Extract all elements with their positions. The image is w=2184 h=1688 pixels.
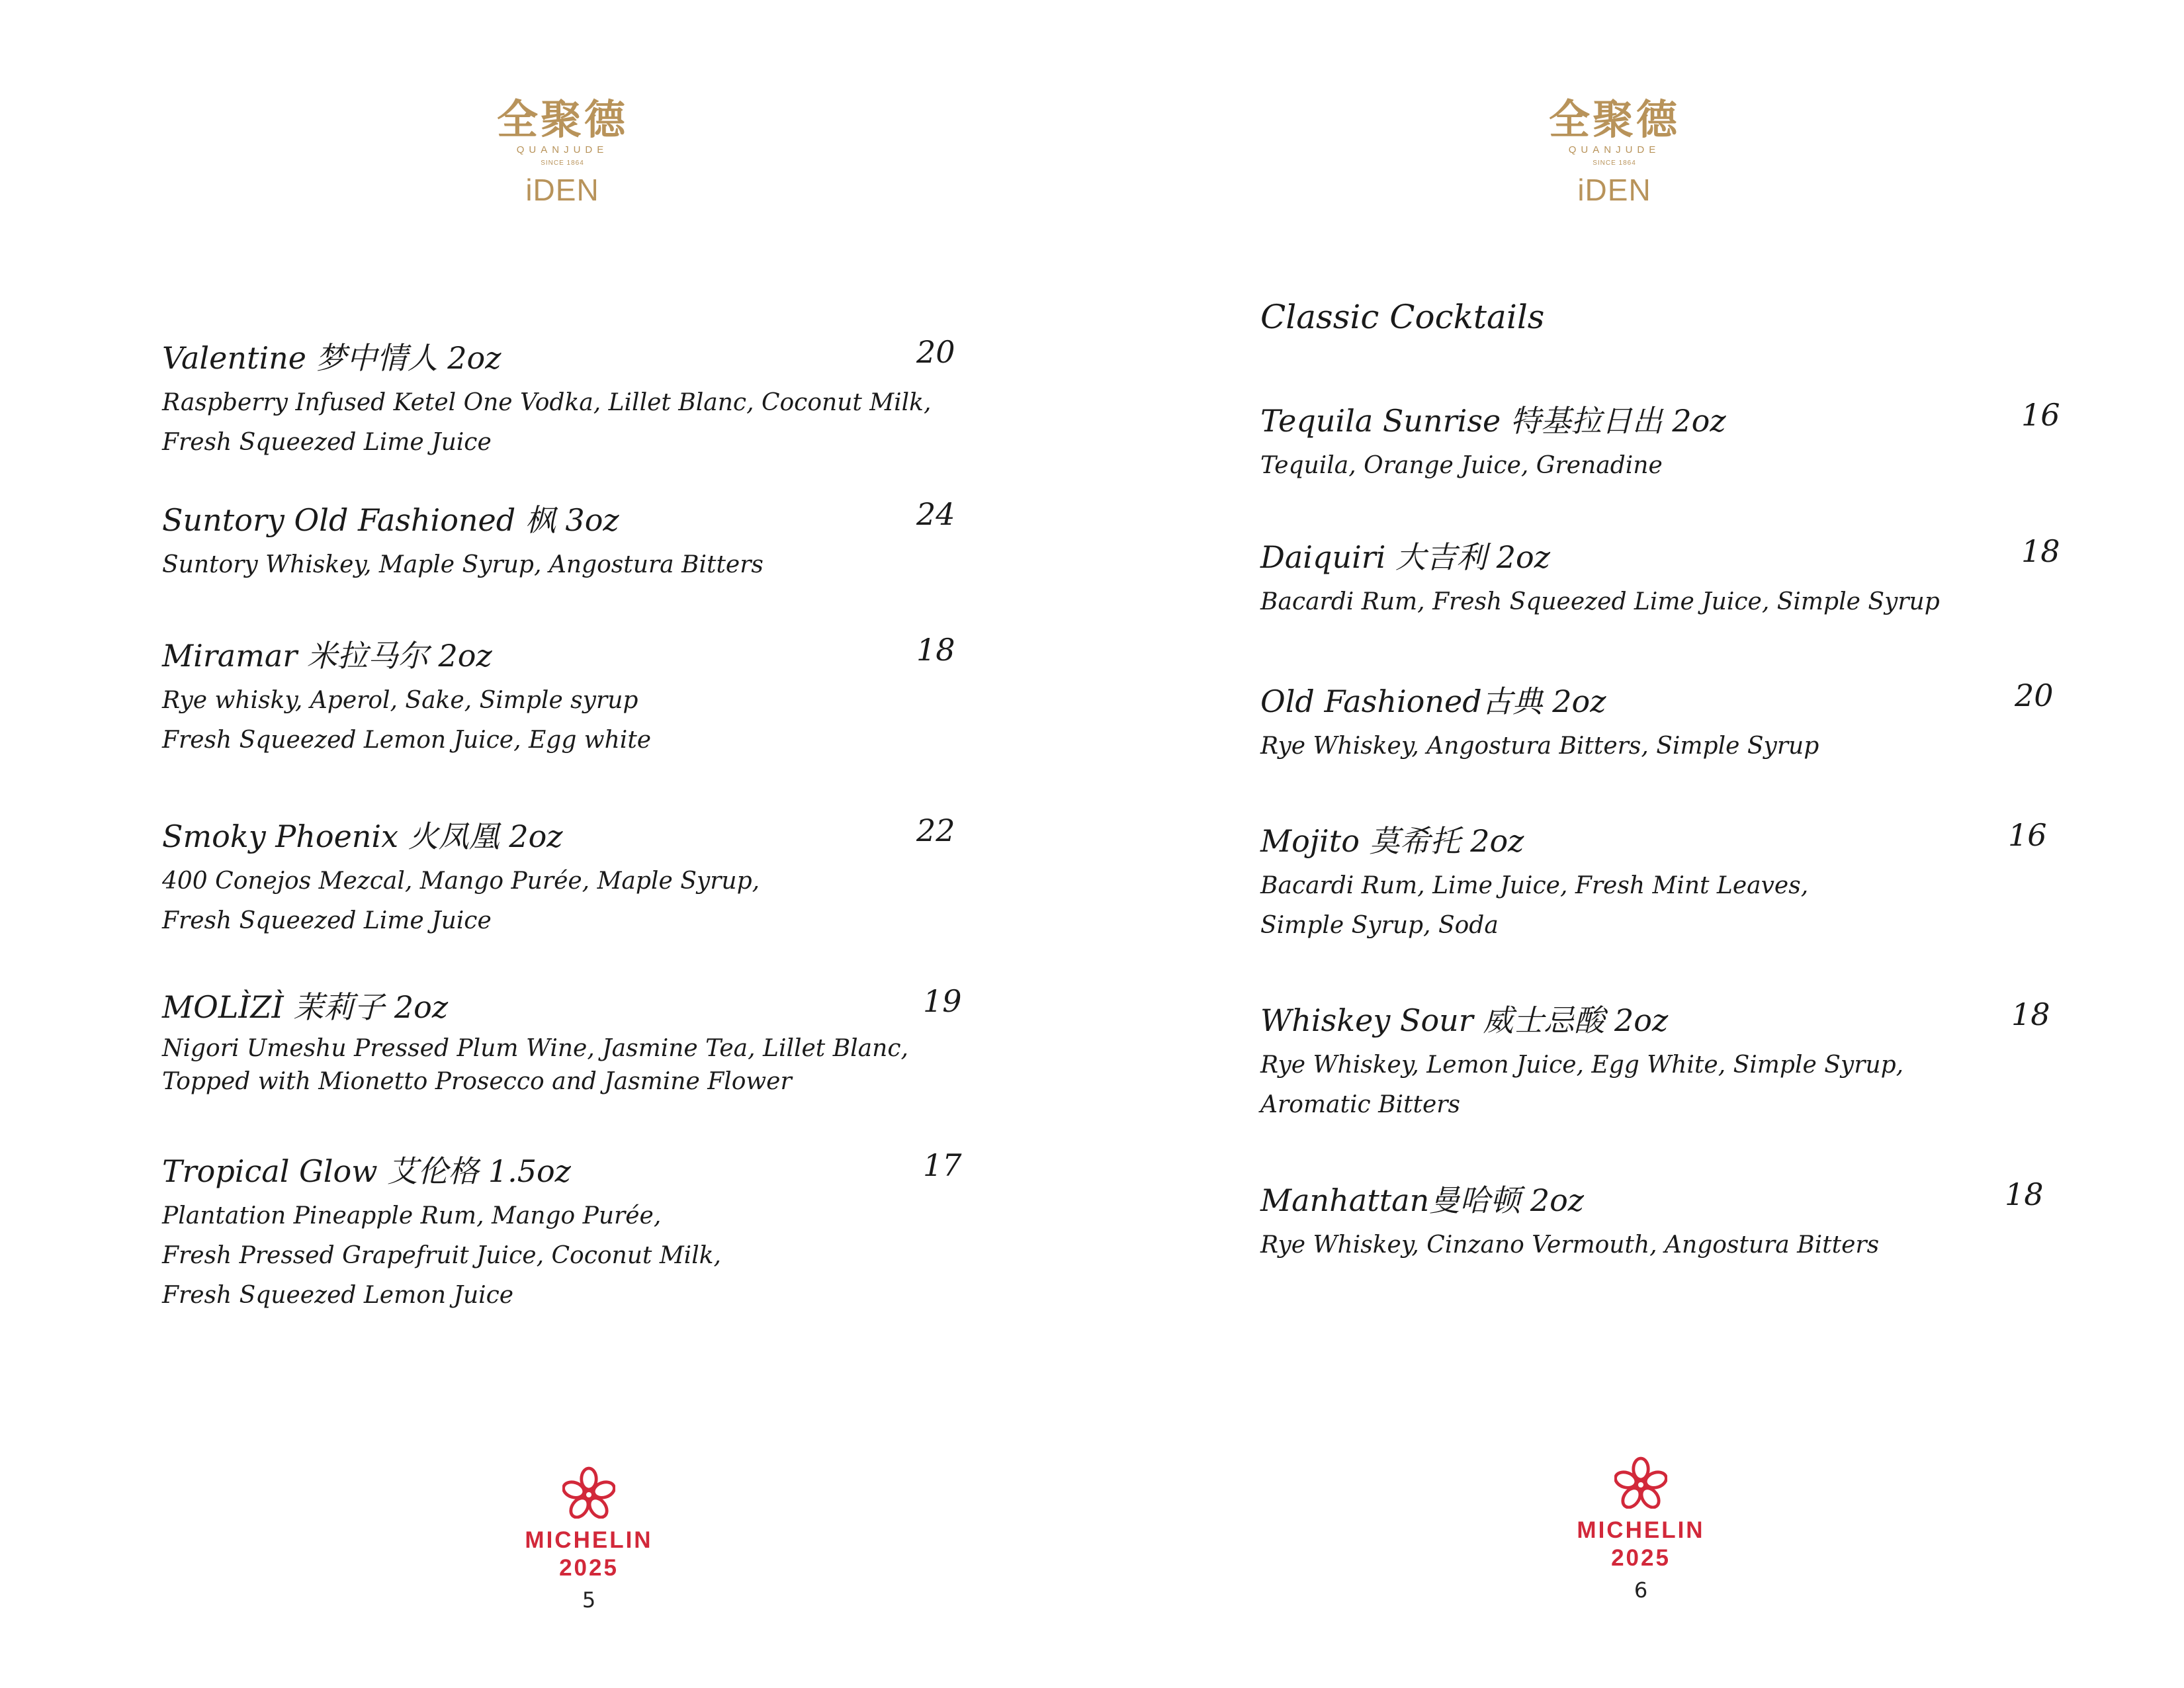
logo-chinese: 全聚德 [496,95,628,144]
menu-item [162,334,955,463]
item-description [162,862,760,941]
item-description [1260,1225,1879,1265]
description-line: Fresh Squeezed Lime Juice [162,429,492,456]
item-price: 18 [2005,1177,2044,1212]
menu-item [162,632,955,760]
item-name: Whiskey Sour 威士忌酸 2oz [1260,1002,1669,1038]
description-line: Bacardi Rum, Lime Juice, Fresh Mint Leaves, [1260,872,1809,899]
item-price: 18 [2021,533,2060,569]
description-line: Rye Whiskey, Cinzano Vermouth, Angostura Bitters [1260,1231,1880,1259]
page-number: 5 [582,1587,596,1613]
item-name: Miramar 米拉马尔 2oz [162,638,492,674]
item-name: Daiquiri 大吉利 2oz [1260,539,1550,575]
menu-item [162,813,955,941]
menu-item [162,496,955,585]
item-name: Manhattan曼哈顿 2oz [1260,1182,1585,1218]
item-name: Tequila Sunrise 特基拉日出 2oz [1260,403,1726,439]
section-title: Classic Cocktails [1260,298,1545,336]
michelin-year: 2025 [1611,1545,1671,1571]
description-line: Simple Syrup, Soda [1260,912,1499,939]
item-price: 22 [916,813,955,848]
description-line: Fresh Squeezed Lemon Juice [162,1282,514,1309]
menu-item [162,1147,962,1315]
item-name: MOLÌZÌ 茉莉子 2oz [162,989,449,1025]
item-description [1260,1045,1903,1125]
item-price: 20 [916,334,955,370]
description-line: Fresh Pressed Grapefruit Juice, Coconut Milk, [162,1242,721,1269]
item-name: Old Fashioned古典 2oz [1260,684,1606,719]
item-price: 18 [916,632,955,668]
item-description [1260,727,1819,766]
menu-item [1260,397,2060,486]
quanjude-logo [1508,95,1720,207]
page-number: 6 [1634,1577,1648,1603]
item-price: 18 [2011,997,2050,1032]
item-name: Suntory Old Fashioned 枫 3oz [162,502,619,538]
item-name: Tropical Glow 艾伦格 1.5oz [162,1153,571,1189]
item-price: 24 [916,496,955,532]
logo-sub-brand: iDEN [525,173,599,207]
description-line: Nigori Umeshu Pressed Plum Wine, Jasmine Tea, Lillet Blanc, [162,1035,908,1062]
item-description [162,383,931,463]
description-line: Rye Whiskey, Angostura Bitters, Simple Syrup [1260,733,1819,760]
michelin-badge [503,1466,675,1613]
logo-brand: QUANJUDE [1568,144,1661,155]
item-name: Mojito 莫希托 2oz [1260,823,1524,859]
michelin-flower-icon [1614,1456,1667,1509]
description-line: Suntory Whiskey, Maple Syrup, Angostura Bitters [162,551,764,578]
menu-item [1260,533,2060,622]
menu-item [1260,1177,2044,1265]
michelin-badge [1555,1456,1727,1603]
description-line: Rye whisky, Aperol, Sake, Simple syrup [162,687,638,714]
logo-since: SINCE 1864 [541,159,584,167]
michelin-label: MICHELIN [525,1527,653,1553]
logo-since: SINCE 1864 [1593,159,1636,167]
item-name: Smoky Phoenix 火凤凰 2oz [162,819,563,854]
description-line: Plantation Pineapple Rum, Mango Purée, [162,1202,662,1229]
logo-chinese: 全聚德 [1548,95,1680,144]
item-description [1260,582,1940,622]
logo-sub-brand: iDEN [1577,173,1651,207]
menu-item [1260,997,2050,1125]
description-line: 400 Conejos Mezcal, Mango Purée, Maple Syrup, [162,867,760,895]
description-line: Aromatic Bitters [1260,1091,1460,1118]
item-description [162,545,764,585]
item-price: 20 [2015,678,2054,713]
menu-item [1260,817,2047,946]
item-description [162,1196,721,1315]
michelin-year: 2025 [559,1555,619,1581]
item-price: 16 [2021,397,2060,433]
description-line: Topped with Mionetto Prosecco and Jasmine Flower [162,1068,792,1095]
quanjude-logo [457,95,668,207]
logo-brand: QUANJUDE [516,144,609,155]
description-line: Rye Whiskey, Lemon Juice, Egg White, Simple Syrup, [1260,1051,1904,1079]
michelin-flower-icon [562,1466,615,1519]
item-price: 19 [923,983,962,1019]
item-description [162,1032,908,1098]
description-line: Fresh Squeezed Lime Juice [162,907,492,934]
menu-page-right [1092,0,2184,1688]
item-price: 16 [2008,817,2047,853]
description-line: Fresh Squeezed Lemon Juice, Egg white [162,727,652,754]
item-description [1260,866,1808,946]
description-line: Bacardi Rum, Fresh Squeezed Lime Juice, Simple Syrup [1260,588,1940,615]
item-description [1260,446,1726,486]
item-price: 17 [923,1147,962,1183]
menu-item [1260,678,2054,766]
michelin-label: MICHELIN [1577,1517,1705,1543]
item-description [162,681,651,760]
item-name: Valentine 梦中情人 2oz [162,340,502,376]
description-line: Tequila, Orange Juice, Grenadine [1260,452,1663,479]
menu-item [162,983,962,1098]
description-line: Raspberry Infused Ketel One Vodka, Lillet Blanc, Coconut Milk, [162,389,932,416]
